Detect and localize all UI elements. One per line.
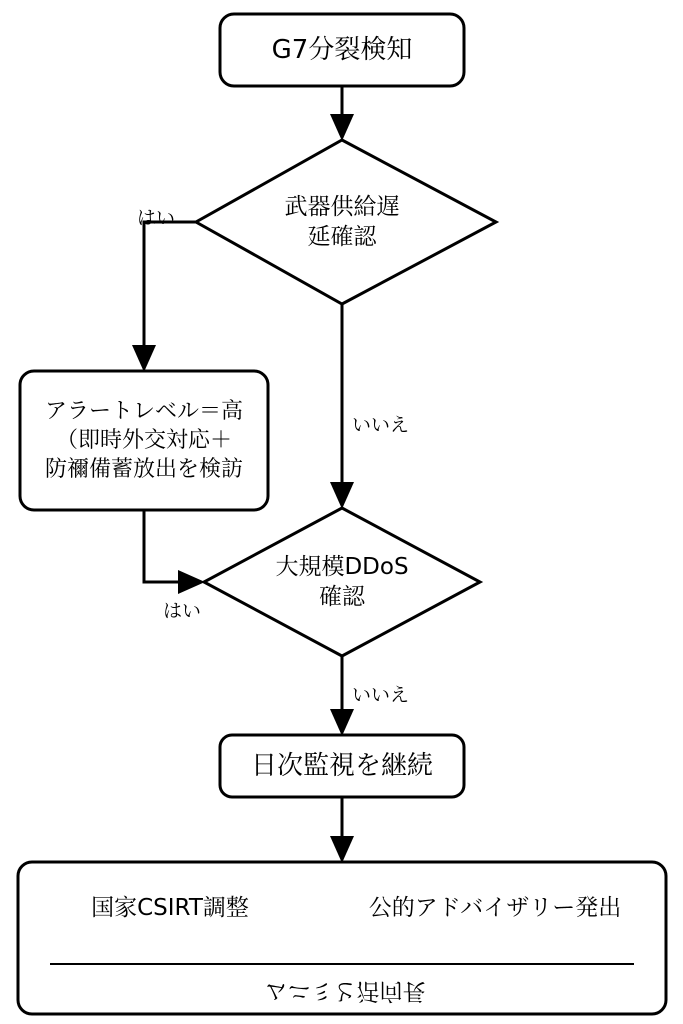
edge-label-decision1-yes: はい: [136, 207, 175, 229]
edge-alert-to-decision2: [144, 510, 196, 582]
edge-decision1-to-alert: [144, 222, 196, 363]
edge-label-alert-yes: はい: [162, 600, 201, 622]
node-decision2-label: 大規模DDoS 確認: [275, 553, 409, 610]
node-decision1-shape: [196, 140, 496, 304]
node-footer-label-right: 公的アドバイザリー発出: [368, 894, 622, 921]
node-start-label: G7分裂検知: [271, 34, 413, 65]
edge-label-decision1-no: いいえ: [352, 414, 410, 436]
node-footer-shape: [18, 862, 666, 1014]
node-monitor-shape: [220, 735, 464, 797]
node-monitor-label: 日次監視を継続: [250, 750, 433, 781]
node-alert-shape: [20, 371, 268, 510]
node-decision2-shape: [204, 508, 480, 656]
node-decision1-label: 武器供給遅 延確認: [284, 193, 400, 250]
node-footer-label-bottom: ムニミと活向長: [264, 978, 426, 1005]
node-footer-label-left: 国家CSIRT調整: [91, 894, 249, 921]
node-alert-label: アラートレベル＝高 （即時外交対応＋ 防禰備蓄放出を検訪: [44, 398, 243, 483]
node-start-shape: [220, 14, 464, 86]
edge-label-decision2-no: いいえ: [352, 684, 410, 706]
